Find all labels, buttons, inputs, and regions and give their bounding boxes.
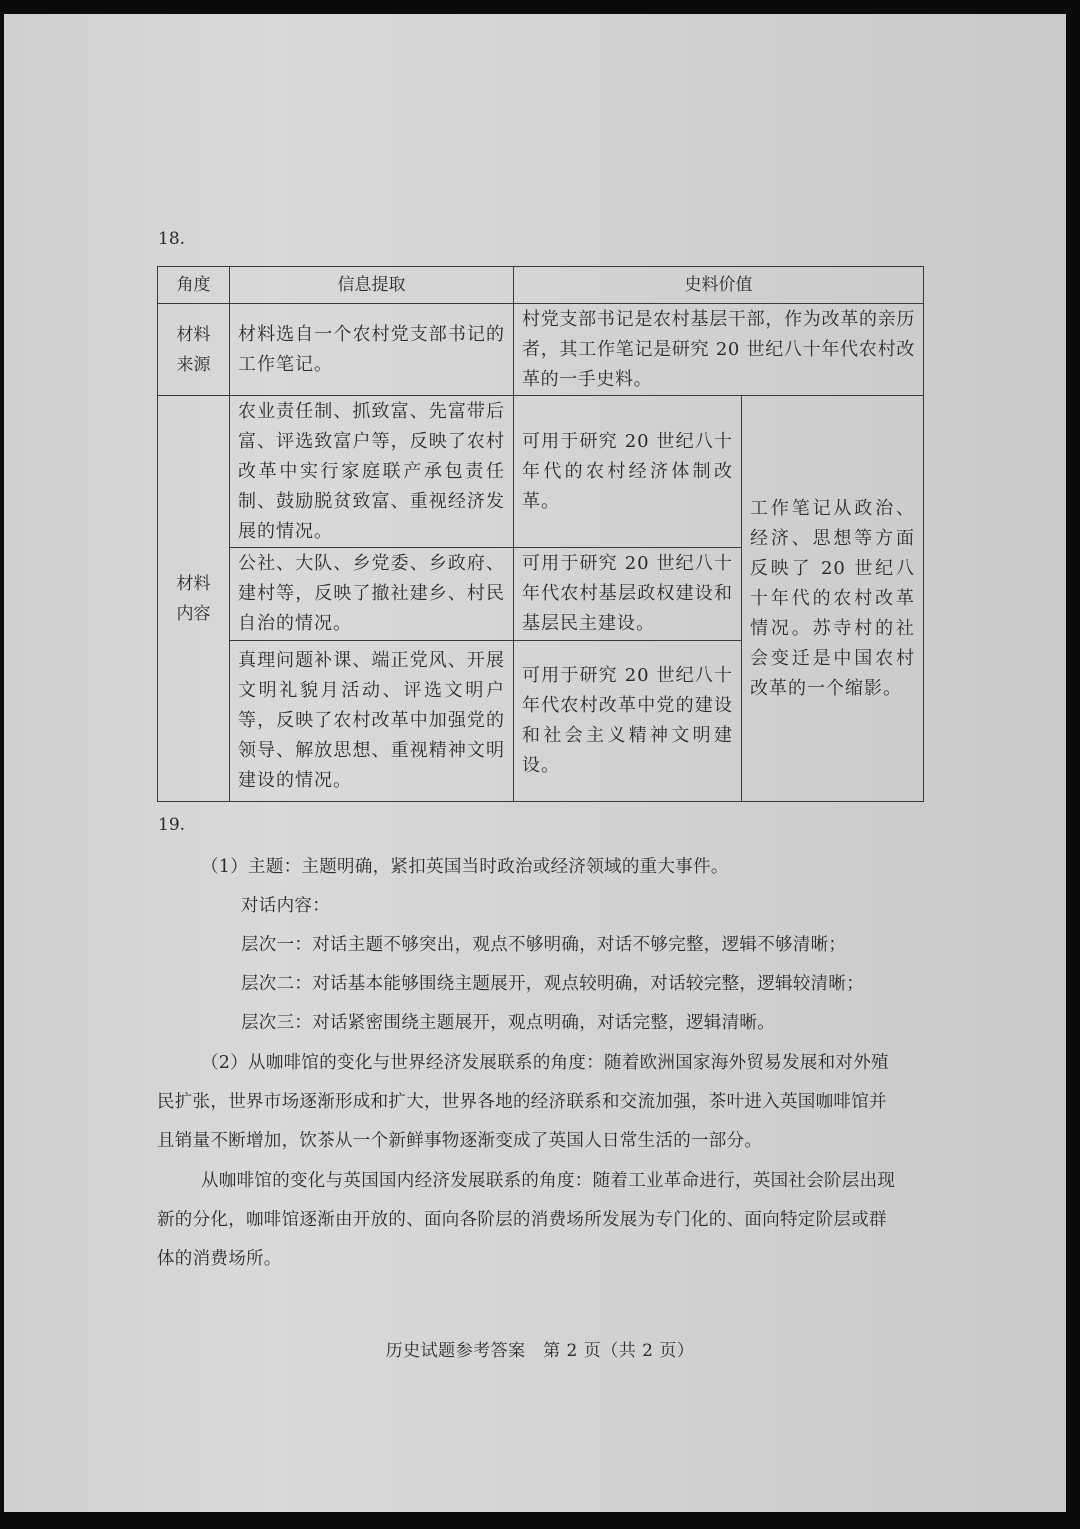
question-19-part2-para2 (157, 1162, 923, 1279)
part2-para2-line1: 从咖啡馆的变化与英国国内经济发展联系的角度：随着工业革命进行，英国社会阶层出现 (201, 1171, 896, 1191)
table-row-content-1 (158, 396, 924, 548)
content-info-3: 真理问题补课、端正党风、开展文明礼貌月活动、评选文明户等，反映了农村改革中加强党的领导、解放思想、重视精神文明建设的情况。 (230, 641, 514, 802)
part2-para2-line3: 体的消费场所。 (157, 1249, 282, 1269)
angle-source-line1: 材料 (176, 324, 211, 345)
content-value-2: 可用于研究 20 世纪八十年代农村基层政权建设和基层民主建设。 (514, 548, 742, 641)
source-value: 村党支部书记是农村基层干部，作为改革的亲历者，其工作笔记是研究 20 世纪八十年代农村改革的一手史料。 (514, 304, 924, 396)
part2-para1-line1: （2）从咖啡馆的变化与世界经济发展联系的角度：随着欧洲国家海外贸易发展和对外殖 (201, 1053, 889, 1073)
angle-content (158, 396, 230, 802)
question-19-number: 19. (158, 815, 186, 835)
question-19-part1 (157, 848, 923, 1043)
part1-theme: （1）主题：主题明确，紧扣英国当时政治或经济领域的重大事件。 (201, 857, 729, 877)
question-18-table (157, 266, 924, 802)
content-value-3: 可用于研究 20 世纪八十年代农村改革中党的建设和社会主义精神文明建设。 (514, 641, 742, 802)
angle-content-line2: 内容 (176, 603, 211, 624)
header-info: 信息提取 (230, 267, 514, 304)
source-info: 材料选自一个农村党支部书记的工作笔记。 (230, 304, 514, 396)
question-18-number: 18. (158, 229, 186, 249)
question-19-part2-para1 (157, 1044, 923, 1161)
header-value: 史料价值 (514, 267, 924, 304)
part2-para2-line2: 新的分化，咖啡馆逐渐由开放的、面向各阶层的消费场所发展为专门化的、面向特定阶层或群 (157, 1210, 887, 1230)
table-row-source (158, 304, 924, 396)
header-angle: 角度 (158, 267, 230, 304)
part1-dialogue-label: 对话内容： (241, 896, 330, 916)
part1-level-3: 层次三：对话紧密围绕主题展开，观点明确，对话完整，逻辑清晰。 (241, 1013, 775, 1033)
page-footer: 历史试题参考答案 第 2 页（共 2 页） (385, 1341, 695, 1361)
part1-level-2: 层次二：对话基本能够围绕主题展开，观点较明确，对话较完整，逻辑较清晰； (241, 974, 864, 994)
angle-source (158, 304, 230, 396)
content-info-1: 农业责任制、抓致富、先富带后富、评选致富户等，反映了农村改革中实行家庭联产承包责任制、鼓励脱贫致富、重视经济发展的情况。 (230, 396, 514, 548)
content-value-1: 可用于研究 20 世纪八十年代的农村经济体制改革。 (514, 396, 742, 548)
angle-source-line2: 来源 (176, 354, 211, 375)
content-summary: 工作笔记从政治、经济、思想等方面反映了 20 世纪八十年代的农村改革情况。苏寺村的社会变迁是中国农村改革的一个缩影。 (742, 396, 924, 802)
content-info-2: 公社、大队、乡党委、乡政府、建村等，反映了撤社建乡、村民自治的情况。 (230, 548, 514, 641)
part2-para1-line3: 且销量不断增加，饮茶从一个新鲜事物逐渐变成了英国人日常生活的一部分。 (157, 1131, 763, 1151)
angle-content-line1: 材料 (176, 573, 211, 594)
table-header-row (158, 267, 924, 304)
part2-para1-line2: 民扩张，世界市场逐渐形成和扩大，世界各地的经济联系和交流加强，茶叶进入英国咖啡馆并 (157, 1092, 887, 1112)
part1-level-1: 层次一：对话主题不够突出，观点不够明确，对话不够完整，逻辑不够清晰； (241, 935, 847, 955)
